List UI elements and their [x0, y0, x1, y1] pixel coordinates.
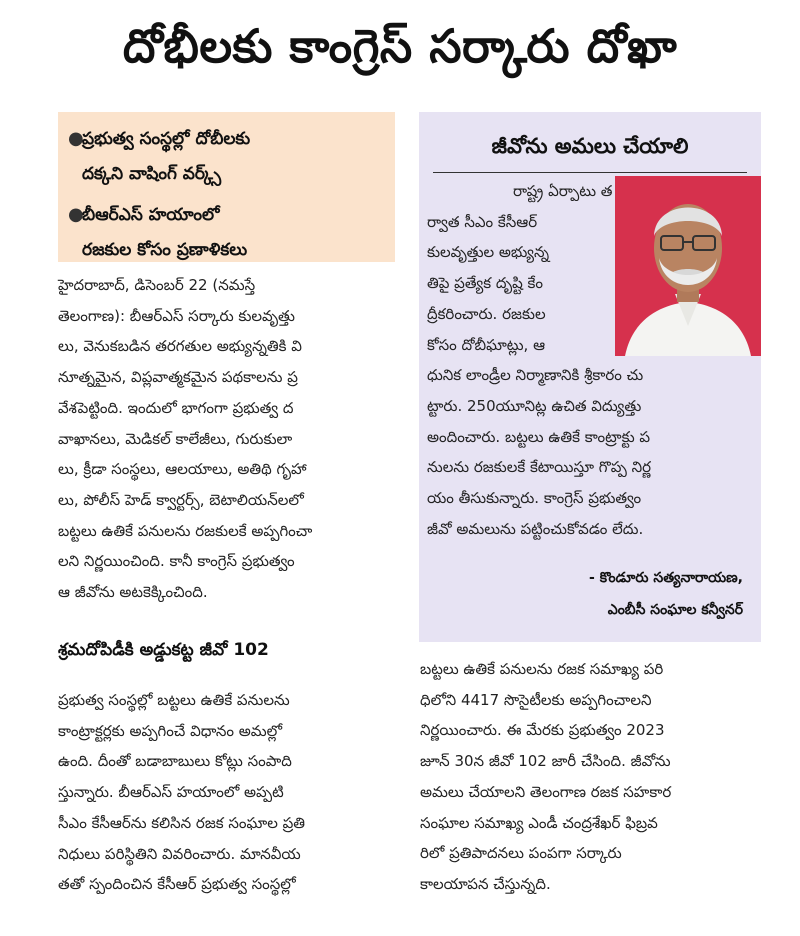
text-line: ర్వాత సీఎం కేసీఆర్ [427, 212, 538, 231]
text-line: ధునిక లాండ్రీల నిర్మాణానికి శ్రీకారం చు [427, 366, 644, 385]
author-title: ఎంబీసీ సంఘాల కన్వీనర్ [607, 602, 743, 618]
text-line: కులవృత్తుల అభ్యున్న [427, 243, 550, 262]
text-line: లని నిర్ణయించింది. కానీ కాంగ్రెస్ ప్రభుత్వం [58, 552, 295, 571]
text-line: నూత్నమైన, విప్లవాత్మకమైన పథకాలను ప్ర [58, 368, 298, 387]
highlight-line: బీఆర్ఎస్ హయాంలో [82, 205, 220, 225]
text-line: తెలంగాణ): బీఆర్ఎస్ సర్కారు కులవృత్తు [58, 306, 295, 325]
quote-text [427, 176, 753, 544]
text-line: తిపై ప్రత్యేక దృష్టి కేం [427, 274, 543, 293]
text-line: లు, క్రీడా సంస్థలు, ఆలయాలు, అతిథి గృహా [58, 460, 307, 479]
text-line: సంఘాల సమాఖ్య ఎండీ చంద్రశేఖర్ ఫిబ్రవ [420, 813, 658, 832]
highlight-item [68, 198, 387, 268]
quote-box [419, 112, 761, 642]
text-line: సీఎం కేసీఆర్‌ను కలిసిన రజక సంఘాల ప్రతి [58, 813, 306, 832]
text-line: రిలో ప్రతిపాదనలు పంపగా సర్కారు [420, 844, 622, 863]
highlights-box [58, 112, 395, 262]
highlight-item [68, 122, 387, 192]
text-line: అమలు చేయాలని తెలంగాణ రజక సహకార [420, 782, 672, 801]
text-line: ఉంది. దీంతో బడాబాబులు కోట్లు సంపాది [58, 752, 292, 771]
text-line: నిధులు పరిస్థితిని వివరించారు. మానవీయ [58, 844, 301, 863]
highlight-line: ప్రభుత్వ సంస్థల్లో దోబీలకు [82, 129, 251, 149]
text-line: అందించారు. బట్టలు ఉతికే కాంట్రాక్టు ప [427, 427, 651, 446]
author-name: - కొండూరు సత్యనారాయణ, [589, 570, 743, 586]
text-line: జీవో అమలును పట్టించుకోవడం లేదు. [427, 519, 644, 538]
text-line: కోసం దోబీఘాట్లు, ఆ [427, 335, 546, 354]
text-line: లు, వెనుకబడిన తరగతుల అభ్యున్నతికి వి [58, 337, 302, 356]
text-line: ట్టారు. 250యూనిట్ల ఉచిత విద్యుత్తు [427, 396, 642, 415]
highlight-line: దక్కని వాషింగ్ వర్క్స్ [82, 164, 222, 184]
text-line: కాలయాపన చేస్తున్నది. [420, 874, 551, 893]
text-line: రాష్ట్ర ఏర్పాటు త [513, 182, 613, 200]
text-line: వాఖానలు, మెడికల్ కాలేజీలు, గురుకులా [58, 429, 293, 448]
text-line: తతో స్పందించిన కేసీఆర్ ప్రభుత్వ సంస్థల్లో [58, 875, 296, 894]
lead-paragraph [58, 270, 396, 608]
text-line: లు, పోలీస్ హెడ్ క్వార్టర్స్, బెటాలియన్‌లలో [58, 490, 304, 509]
highlight-line: రజకుల కోసం ప్రణాళికలు [82, 240, 248, 260]
text-line: బట్టలు ఉతికే పనులను రజకులకే అప్పగించా [58, 521, 313, 540]
text-line: ద్రీకరించారు. రజకుల [427, 304, 546, 323]
text-line: ప్రభుత్వ సంస్థల్లో బట్టలు ఉతికే పనులను [58, 691, 290, 709]
text-line: స్తున్నారు. బీఆర్ఎస్ హయాంలో అప్పటి [58, 783, 284, 802]
text-line: హైదరాబాద్, డిసెంబర్ 22 (నమస్తే [58, 276, 256, 294]
subheading: శ్రమదోపిడీకి అడ్డుకట్ట జీవో 102 [58, 640, 269, 660]
text-line: జూన్ 30న జీవో 102 జారీ చేసింది. జీవోను [420, 752, 671, 771]
text-line: కాంట్రాక్టర్లకు అప్పగించే విధానం అమల్లో [58, 721, 283, 740]
text-line: నులను రజకులకే కేటాయిస్తూ గొప్ప నిర్ణ [427, 458, 652, 477]
text-line: నిర్ణయించారు. ఈ మేరకు ప్రభుత్వం 2023 [420, 721, 665, 740]
headline: దోభీలకు కాంగ్రెస్ సర్కారు దోఖా [122, 19, 678, 73]
bullet-icon: ● [68, 128, 84, 149]
text-line: ధిలోని 4417 సొసైటీలకు అప్పగించాలని [420, 690, 652, 709]
text-line: ఆ జీవోను అటకెక్కించింది. [58, 583, 208, 602]
quote-box-title: జీవోను అమలు చేయాలి [491, 134, 689, 158]
text-line: వేశపెట్టింది. ఇందులో భాగంగా ప్రభుత్వ ద [58, 398, 294, 417]
divider [433, 172, 747, 173]
body-paragraph-left [58, 685, 396, 900]
body-paragraph-right [420, 654, 760, 900]
text-line: బట్టలు ఉతికే పనులను రజక సమాఖ్య పరి [420, 660, 664, 678]
bullet-icon: ● [68, 204, 84, 225]
text-line: యం తీసుకున్నారు. కాంగ్రెస్ ప్రభుత్వం [427, 489, 642, 508]
